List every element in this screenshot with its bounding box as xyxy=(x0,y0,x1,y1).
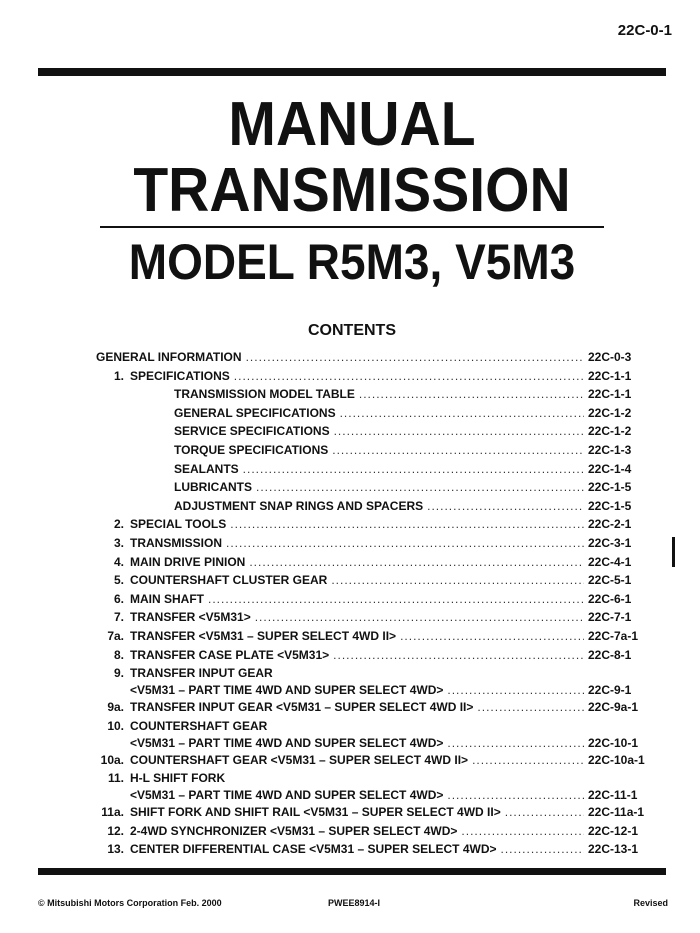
toc-leader-dots xyxy=(230,517,584,531)
footer-code: PWEE8914-I xyxy=(328,898,381,908)
toc-entry[interactable] xyxy=(96,666,656,700)
toc-entry-label: COUNTERSHAFT CLUSTER GEAR xyxy=(130,573,328,588)
toc-entry-page: 22C-12-1 xyxy=(588,823,639,838)
toc-entry[interactable] xyxy=(96,387,656,406)
contents-heading: CONTENTS xyxy=(308,322,396,339)
toc-entry-page: 22C-1-4 xyxy=(588,461,632,476)
toc-entry[interactable] xyxy=(96,499,656,518)
toc-entry-label: LUBRICANTS xyxy=(174,480,252,495)
toc-leader-dots xyxy=(447,788,584,802)
toc-entry[interactable] xyxy=(96,805,656,824)
toc-entry[interactable] xyxy=(96,573,656,592)
toc-entry-page: 22C-5-1 xyxy=(588,573,632,588)
toc-entry-label: SERVICE SPECIFICATIONS xyxy=(174,424,330,439)
toc-entry-number: 5. xyxy=(113,573,124,588)
toc-leader-dots xyxy=(447,736,584,750)
bottom-rule xyxy=(38,868,666,875)
toc-entry-label: SHIFT FORK AND SHIFT RAIL <V5M31 – SUPER SELECT 4WD II> xyxy=(130,805,501,820)
toc-entry-label: TRANSMISSION MODEL TABLE xyxy=(174,387,355,402)
toc-entry-number: 12. xyxy=(107,823,124,838)
toc-entry[interactable] xyxy=(96,369,656,388)
toc-entry-label: H-L SHIFT FORK xyxy=(130,771,226,786)
toc-leader-dots xyxy=(505,805,584,819)
toc-entry-page: 22C-6-1 xyxy=(588,591,632,606)
toc-entry[interactable] xyxy=(96,480,656,499)
toc-entry-number: 2. xyxy=(113,517,124,532)
toc-leader-dots xyxy=(208,592,584,606)
toc-entry[interactable] xyxy=(96,753,656,772)
toc-leader-dots xyxy=(461,824,584,838)
toc-leader-dots xyxy=(331,573,584,587)
toc-entry-label: GENERAL INFORMATION xyxy=(96,350,242,364)
toc-leader-dots xyxy=(400,629,584,643)
toc-entry[interactable] xyxy=(96,424,656,443)
toc-entry-page: 22C-11a-1 xyxy=(588,805,645,820)
toc-entry-label: TRANSFER INPUT GEAR xyxy=(130,666,273,681)
toc-entry-page: 22C-7-1 xyxy=(588,610,632,625)
toc-entry-number: 7a. xyxy=(107,628,124,643)
toc-entry-label: TRANSMISSION xyxy=(130,535,223,550)
toc-entry[interactable] xyxy=(96,443,656,462)
toc-entry-number: 9a. xyxy=(107,700,124,715)
toc-leader-dots xyxy=(501,842,584,856)
title-block xyxy=(38,92,666,290)
toc-entry[interactable] xyxy=(96,350,656,369)
toc-entry[interactable] xyxy=(96,610,656,629)
toc-entry-label: SEALANTS xyxy=(174,461,239,476)
toc-entry-number: 9. xyxy=(113,666,124,681)
toc-entry-number: 7. xyxy=(113,610,124,625)
toc-entry-page: 22C-2-1 xyxy=(588,517,632,532)
toc-entry-number: 4. xyxy=(113,554,124,569)
toc-entry-number: 3. xyxy=(113,535,124,550)
toc-entry-number: 11. xyxy=(107,771,124,786)
toc-leader-dots xyxy=(226,536,584,550)
toc-entry-label: 2-4WD SYNCHRONIZER <V5M31 – SUPER SELECT 4WD> xyxy=(130,823,458,838)
toc-leader-dots xyxy=(340,406,584,420)
toc-entry[interactable] xyxy=(96,719,656,753)
toc-entry-page: 22C-0-3 xyxy=(588,350,632,364)
toc-leader-dots xyxy=(334,424,584,438)
toc-entry-page: 22C-10-1 xyxy=(588,735,639,750)
toc-leader-dots xyxy=(234,369,584,383)
toc-entry-page: 22C-10a-1 xyxy=(588,752,645,767)
toc-entry-label: CENTER DIFFERENTIAL CASE <V5M31 – SUPER SELECT 4WD> xyxy=(130,842,497,857)
top-rule xyxy=(38,68,666,76)
toc-entry[interactable] xyxy=(96,536,656,555)
toc-entry[interactable] xyxy=(96,517,656,536)
toc-entry-number: 10a. xyxy=(100,752,124,767)
toc-entry-page: 22C-1-1 xyxy=(588,387,632,402)
toc-entry-label-continued: <V5M31 – PART TIME 4WD AND SUPER SELECT 4WD> xyxy=(130,735,444,750)
toc-entry[interactable] xyxy=(96,842,656,861)
toc-entry-label: TRANSFER CASE PLATE <V5M31> xyxy=(130,647,330,662)
toc-entry-number: 13. xyxy=(107,842,124,857)
toc-entry-label: TRANSFER <V5M31 – SUPER SELECT 4WD II> xyxy=(130,628,397,643)
subtitle: MODEL R5M3, V5M3 xyxy=(128,234,576,290)
margin-mark xyxy=(672,537,675,567)
toc-entry-label: COUNTERSHAFT GEAR <V5M31 – SUPER SELECT 4WD II> xyxy=(130,752,469,767)
toc-entry-page: 22C-1-2 xyxy=(588,405,632,420)
toc-entry-page: 22C-9a-1 xyxy=(588,700,639,715)
toc-leader-dots xyxy=(255,610,584,624)
page-number: 22C-0-1 xyxy=(617,22,672,39)
toc-leader-dots xyxy=(249,555,584,569)
toc-entry-label: TRANSFER <V5M31> xyxy=(130,610,251,625)
toc-leader-dots xyxy=(472,753,584,767)
toc-entry-page: 22C-11-1 xyxy=(588,788,638,803)
toc-entry-label: GENERAL SPECIFICATIONS xyxy=(174,405,336,420)
toc-entry[interactable] xyxy=(96,555,656,574)
toc-entry[interactable] xyxy=(96,592,656,611)
toc-entry[interactable] xyxy=(96,648,656,667)
toc-entry-number: 11a. xyxy=(101,805,124,820)
toc-entry-page: 22C-1-1 xyxy=(588,368,632,383)
toc-entry-label: SPECIFICATIONS xyxy=(130,368,230,383)
toc-entry-page: 22C-1-5 xyxy=(588,498,632,513)
toc-entry-page: 22C-1-2 xyxy=(588,424,632,439)
toc-leader-dots xyxy=(447,683,584,697)
toc-leader-dots xyxy=(256,480,584,494)
toc-entry-label: TORQUE SPECIFICATIONS xyxy=(174,442,329,457)
footer-copyright: © Mitsubishi Motors Corporation Feb. 2000 xyxy=(38,898,222,908)
toc-entry[interactable] xyxy=(96,700,656,719)
toc-entry-page: 22C-1-3 xyxy=(588,442,632,457)
toc-entry-number: 10. xyxy=(107,718,124,733)
toc-entry[interactable] xyxy=(96,406,656,425)
toc-leader-dots xyxy=(333,648,584,662)
toc-entry-label: TRANSFER INPUT GEAR <V5M31 – SUPER SELECT 4WD II> xyxy=(130,700,474,715)
toc-leader-dots xyxy=(243,462,584,476)
title-line-2: TRANSMISSION xyxy=(133,156,571,225)
toc-entry-page: 22C-9-1 xyxy=(588,683,632,698)
toc-entry[interactable] xyxy=(96,629,656,648)
toc-leader-dots xyxy=(246,350,584,364)
toc-leader-dots xyxy=(359,387,584,401)
toc-entry-page: 22C-8-1 xyxy=(588,647,632,662)
toc-entry-label-continued: <V5M31 – PART TIME 4WD AND SUPER SELECT 4WD> xyxy=(130,788,444,803)
toc-entry-number: 8. xyxy=(113,647,124,662)
table-of-contents xyxy=(96,350,656,861)
toc-entry-label: SPECIAL TOOLS xyxy=(130,517,227,532)
toc-entry-label: COUNTERSHAFT GEAR xyxy=(130,718,268,733)
toc-entry-label-continued: <V5M31 – PART TIME 4WD AND SUPER SELECT 4WD> xyxy=(130,683,444,698)
toc-entry[interactable] xyxy=(96,824,656,843)
toc-leader-dots xyxy=(332,443,584,457)
footer-revised: Revised xyxy=(633,898,668,908)
toc-leader-dots xyxy=(477,700,584,714)
toc-entry-number: 1. xyxy=(113,368,124,383)
toc-entry-page: 22C-13-1 xyxy=(588,842,639,857)
title-underline xyxy=(100,226,604,228)
toc-entry-page: 22C-3-1 xyxy=(588,535,632,550)
toc-entry[interactable] xyxy=(96,771,656,805)
title-line-1: MANUAL xyxy=(228,90,476,159)
toc-entry-page: 22C-1-5 xyxy=(588,480,632,495)
toc-entry-label: ADJUSTMENT SNAP RINGS AND SPACERS xyxy=(174,498,424,513)
toc-entry-label: MAIN DRIVE PINION xyxy=(130,554,246,569)
toc-entry-label: MAIN SHAFT xyxy=(130,591,204,606)
toc-entry-page: 22C-4-1 xyxy=(588,554,632,569)
toc-entry[interactable] xyxy=(96,462,656,481)
toc-entry-page: 22C-7a-1 xyxy=(588,628,639,643)
toc-leader-dots xyxy=(427,499,584,513)
toc-entry-number: 6. xyxy=(113,591,124,606)
